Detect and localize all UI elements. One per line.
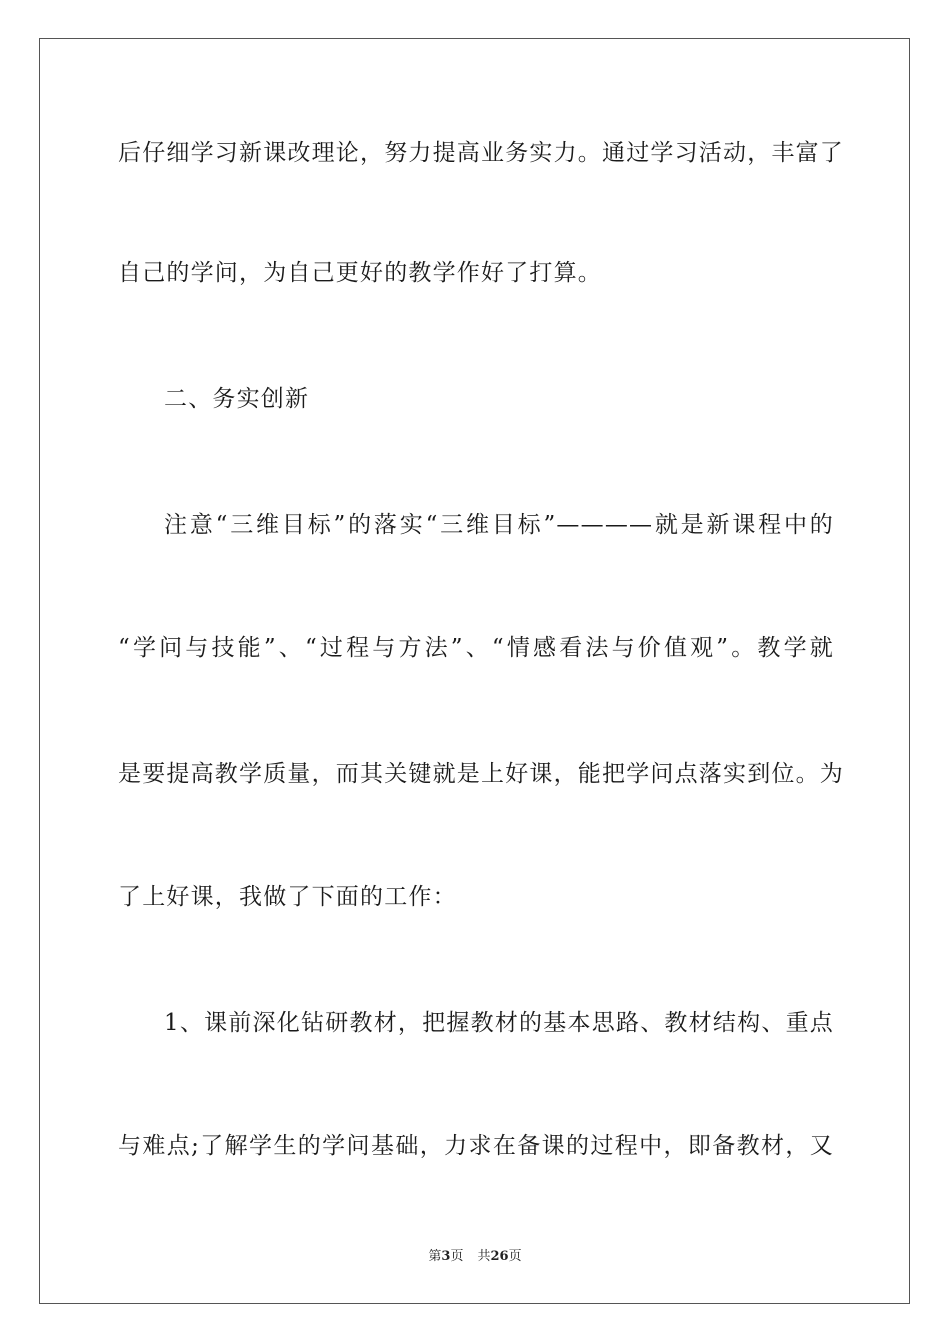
section-heading: 二、务实创新 (164, 386, 310, 412)
page-footer (0, 1248, 950, 1266)
body-text-line-6: 了上好课，我做了下面的工作： (118, 884, 457, 910)
body-text-line-4: “学问与技能”、“过程与方法”、“情感看法与价值观”。教学就 (118, 635, 834, 661)
footer-page-prefix: 第 (428, 1249, 442, 1264)
body-text-line-5: 是要提高教学质量，而其关键就是上好课，能把学问点落实到位。为 (118, 761, 844, 787)
footer-total-suffix: 页 (508, 1249, 522, 1264)
body-text-line-8: 与难点;了解学生的学问基础，力求在备课的过程中，即备教材，又 (118, 1133, 834, 1159)
body-text-line-7: 1、课前深化钻研教材，把握教材的基本思路、教材结构、重点 (164, 1010, 834, 1036)
footer-page-suffix: 页 (450, 1249, 464, 1264)
page-border (39, 38, 910, 1304)
footer-page-number: 3 (441, 1249, 451, 1264)
body-text-line-2: 自己的学问，为自己更好的教学作好了打算。 (118, 260, 602, 286)
body-text-line-3: 注意“三维目标”的落实“三维目标”————就是新课程中的 (164, 512, 834, 538)
body-text-line-1: 后仔细学习新课改理论，努力提高业务实力。通过学习活动，丰富了 (118, 140, 844, 166)
footer-total-pages: 26 (490, 1249, 509, 1264)
footer-total-prefix: 共 (477, 1249, 491, 1264)
